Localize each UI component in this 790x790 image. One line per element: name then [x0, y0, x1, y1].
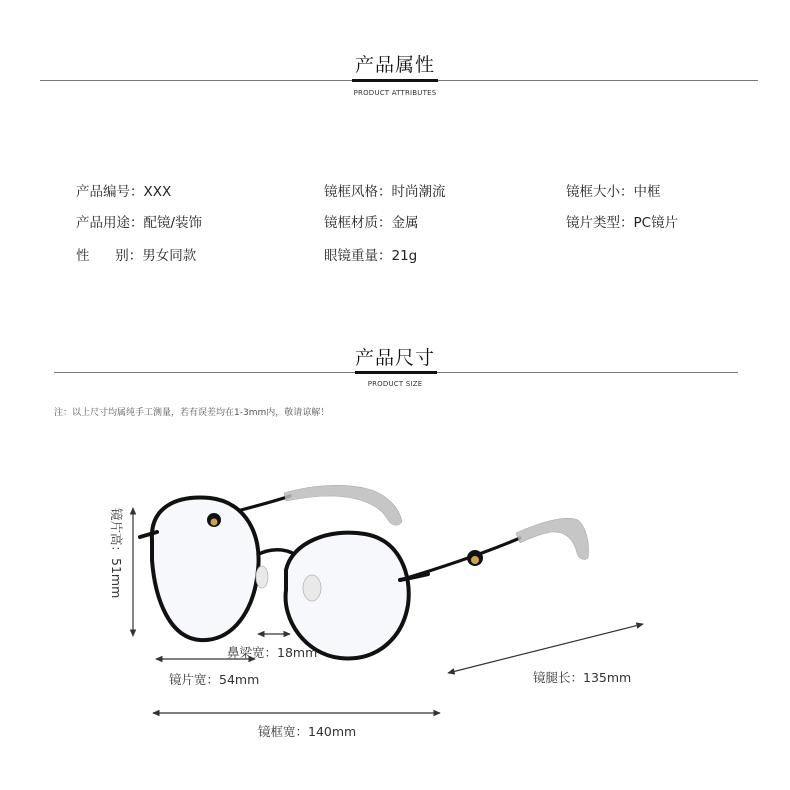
attr-frame-size: 镜框大小：中框	[566, 184, 661, 200]
attr-frame-material: 镜框材质：金属	[324, 215, 419, 231]
frame-width-label: 镜框宽：140mm	[258, 724, 357, 739]
attributes-title: 产品属性	[354, 54, 435, 76]
attr-usage: 产品用途：配镜/装饰	[76, 215, 203, 231]
temple-length-label: 镜腿长：135mm	[533, 670, 632, 685]
attr-weight: 眼镜重量：21g	[324, 248, 418, 264]
left-lens	[140, 498, 259, 641]
attr-gender: 性 别：男女同款	[76, 248, 197, 264]
bridge-width-label: 鼻梁宽：18mm	[227, 645, 318, 660]
size-subtitle: PRODUCT SIZE	[367, 380, 423, 388]
attr-lens-type: 镜片类型：PC镜片	[566, 215, 679, 231]
lens-height-label: 镜片高：51mm	[109, 508, 124, 599]
bridge	[257, 550, 296, 555]
lens-width-label: 镜片宽：54mm	[169, 672, 260, 687]
attr-frame-style: 镜框风格：时尚潮流	[324, 184, 446, 200]
measurement-note: 注：以上尺寸均属纯手工测量，若有误差均在1-3mm内，敬请谅解！	[54, 408, 330, 418]
attributes-subtitle: PRODUCT ATTRIBUTES	[353, 89, 437, 97]
attr-product-number: 产品编号：XXX	[76, 184, 172, 200]
size-title: 产品尺寸	[354, 347, 435, 369]
